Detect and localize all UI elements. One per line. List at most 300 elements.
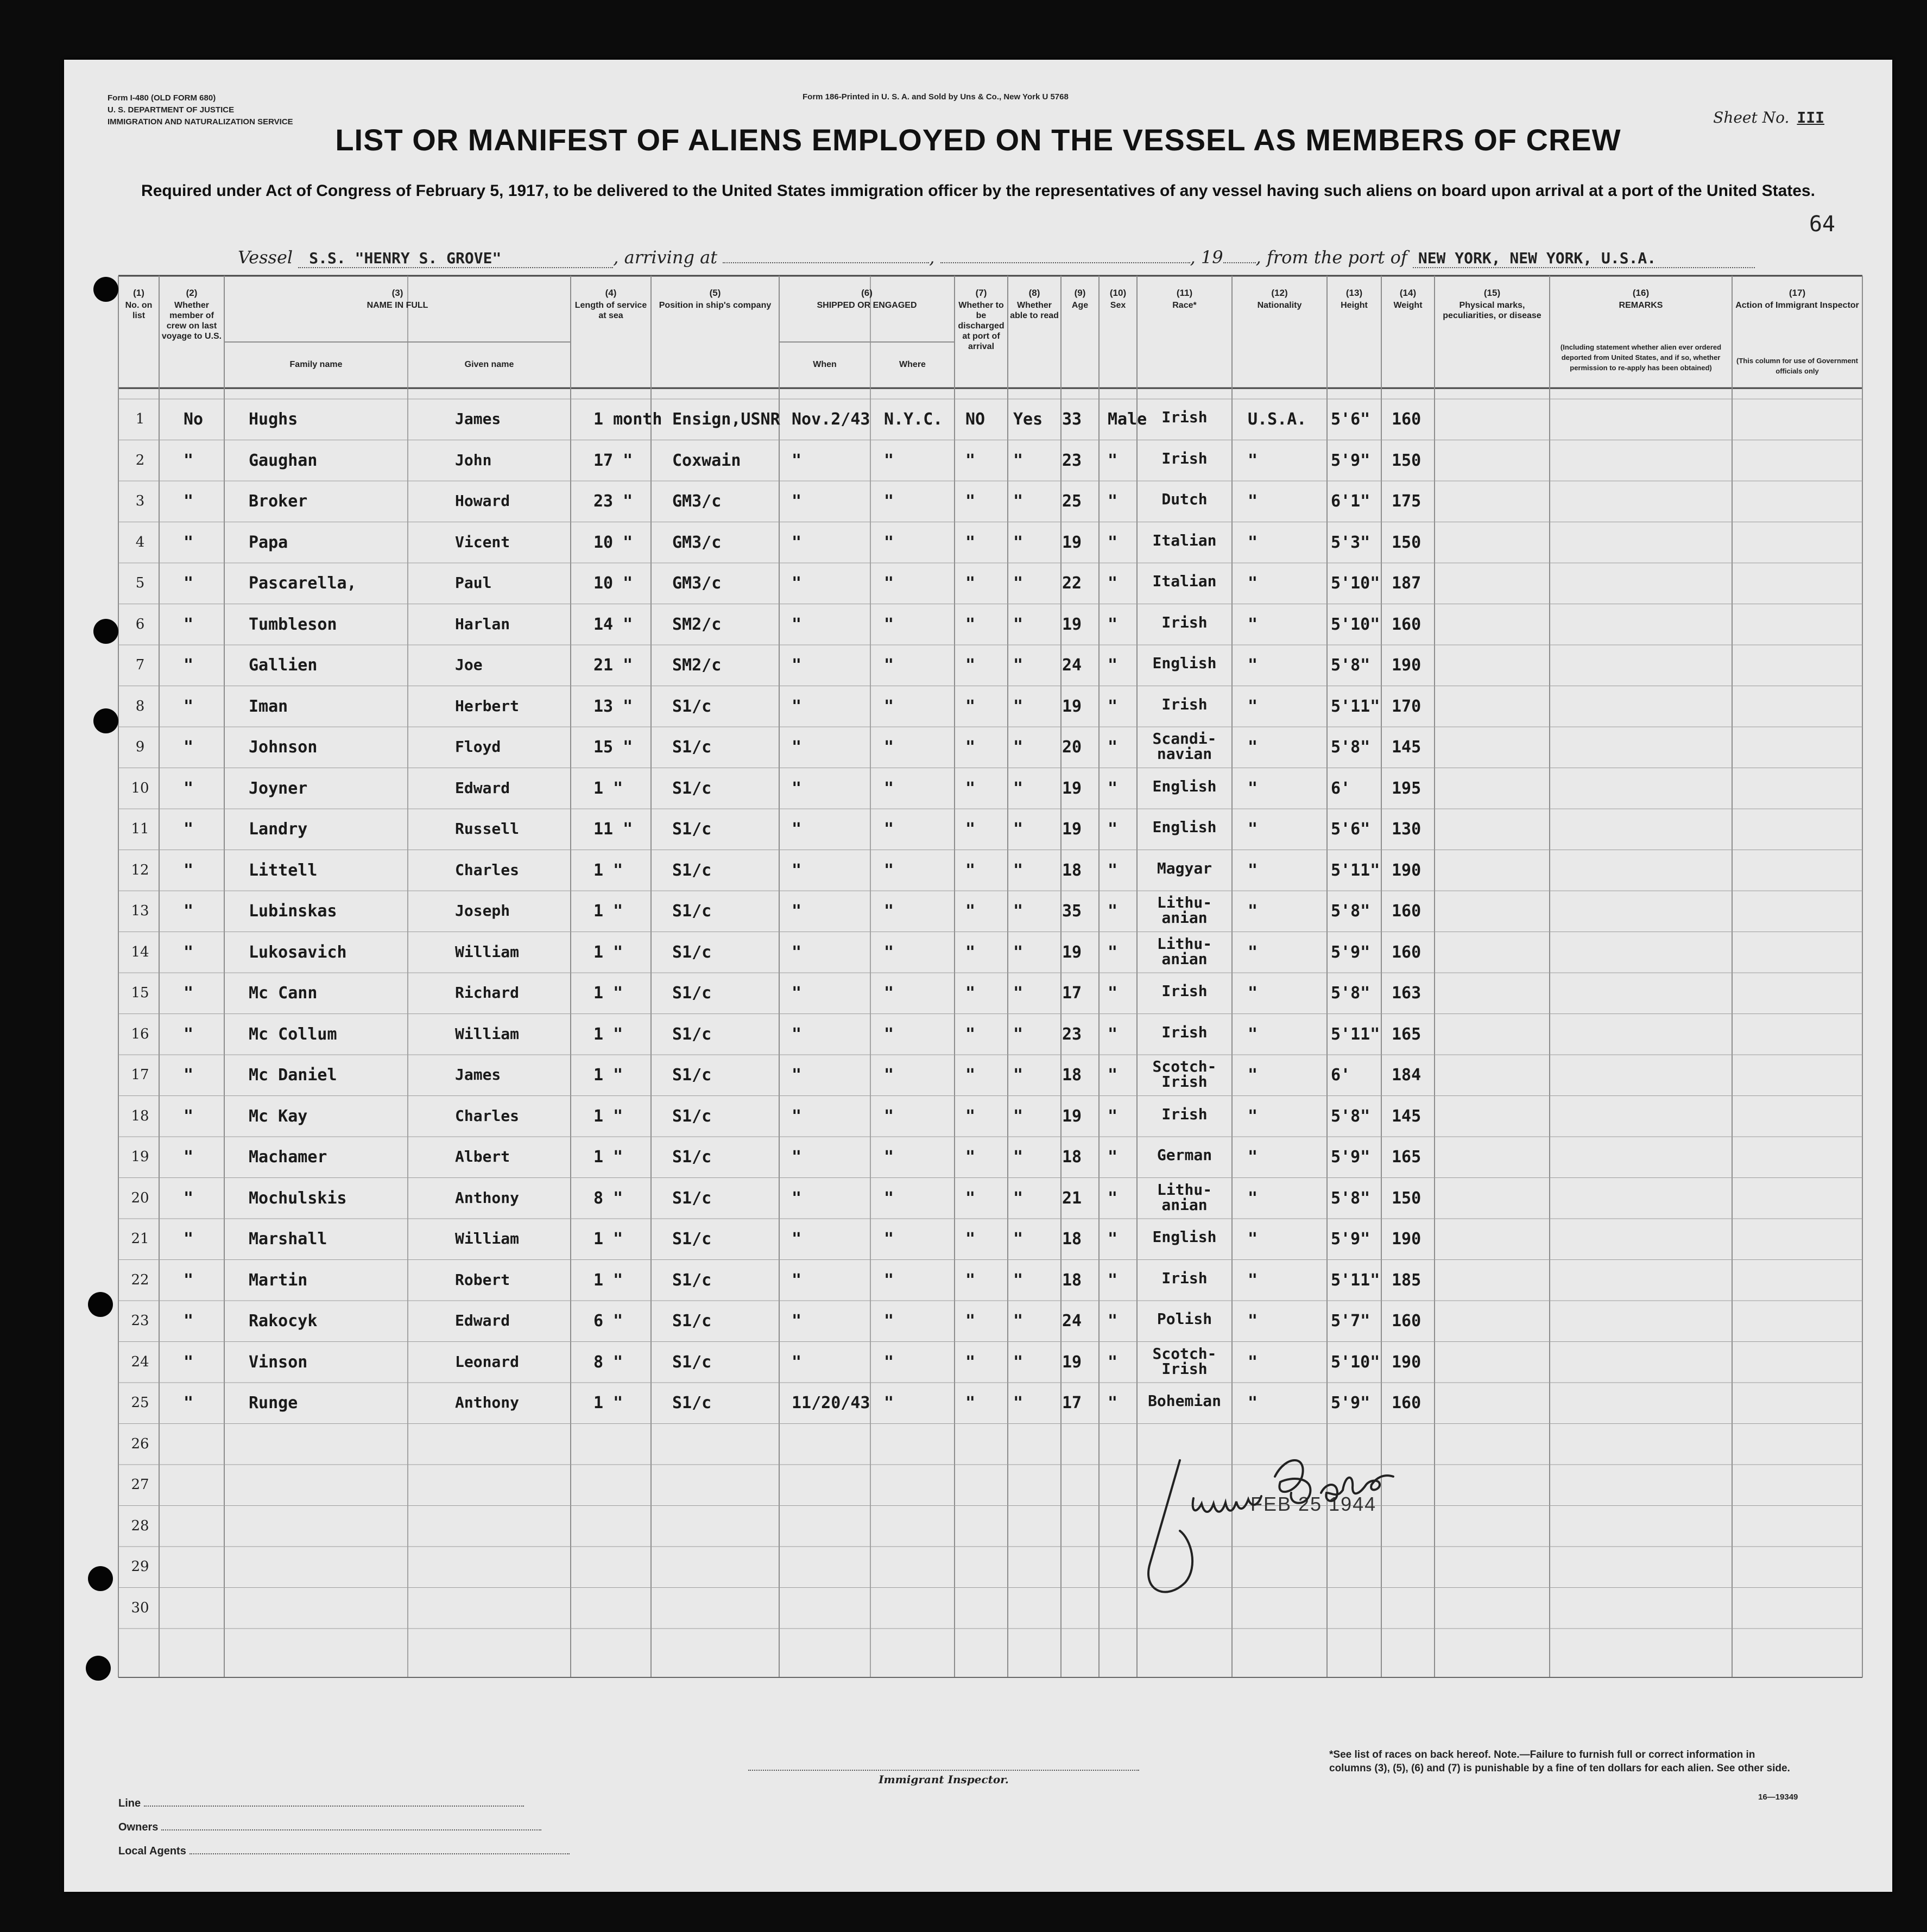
column-label: Given name	[464, 360, 514, 369]
row-number: 16	[131, 1025, 149, 1042]
year-label: , 19	[1190, 247, 1223, 268]
row-number: 13	[131, 903, 149, 919]
cell-height: 5'3"	[1331, 533, 1370, 552]
cell-given: Albert	[455, 1148, 510, 1165]
cell-last: "	[184, 1106, 194, 1126]
cell-discharged: "	[965, 1066, 976, 1085]
column-label: When	[813, 360, 837, 369]
cell-family: Vinson	[249, 1352, 308, 1372]
cell-weight: 160	[1392, 942, 1421, 962]
cell-race: Irish	[1161, 1269, 1208, 1287]
cell-read: "	[1013, 1024, 1023, 1044]
form-line: U. S. DEPARTMENT OF JUSTICE	[108, 105, 235, 115]
cell-family: Broker	[249, 492, 308, 511]
printer-note: Form 186-Printed in U. S. A. and Sold by Uns & Co., New York U 5768	[803, 92, 1069, 102]
cell-discharged: "	[965, 738, 976, 757]
cell-weight: 160	[1392, 1312, 1421, 1331]
cell-sex: "	[1108, 942, 1118, 962]
cell-age: 23	[1062, 1024, 1082, 1044]
header-shipped-engaged	[779, 288, 955, 311]
column-number: (6)	[861, 288, 873, 298]
cell-family: Tumbleson	[249, 615, 337, 634]
cell-family: Marshall	[249, 1230, 327, 1249]
column-label: NAME IN FULL	[367, 301, 428, 310]
cell-last: "	[184, 1393, 194, 1412]
cell-height: 5'11"	[1331, 860, 1380, 880]
cell-sex: "	[1108, 1312, 1118, 1331]
cell-sex: "	[1108, 902, 1118, 921]
cell-age: 18	[1062, 860, 1082, 880]
cell-family: Pascarella,	[249, 574, 357, 593]
cell-given: James	[455, 1066, 501, 1084]
binder-hole	[93, 708, 118, 733]
cell-where: "	[884, 696, 894, 716]
cell-race: Scotch- Irish	[1152, 1344, 1217, 1378]
cell-given: Edward	[455, 1312, 510, 1329]
cell-when: "	[792, 656, 802, 675]
row-number: 3	[135, 493, 145, 509]
cell-service: 17 "	[593, 451, 633, 470]
cell-position: S1/c	[672, 1393, 712, 1412]
cell-service: 10 "	[593, 574, 633, 593]
cell-read: "	[1013, 1393, 1023, 1412]
cell-where: "	[884, 1352, 894, 1372]
cell-family: Littell	[249, 860, 318, 880]
row-number: 12	[131, 862, 149, 878]
header-length-of-service	[571, 288, 651, 321]
cell-read: "	[1013, 820, 1023, 839]
cell-sex: "	[1108, 656, 1118, 675]
cell-sex: "	[1108, 492, 1118, 511]
column-number: (12)	[1271, 288, 1288, 298]
cell-sex: "	[1108, 738, 1118, 757]
footer-agents-blank	[189, 1853, 570, 1854]
cell-family: Lubinskas	[249, 902, 337, 921]
cell-read: "	[1013, 738, 1023, 757]
cell-nationality: "	[1248, 1230, 1258, 1249]
cell-family: Gaughan	[249, 451, 318, 470]
column-label: Race*	[1172, 301, 1197, 310]
cell-race: Irish	[1161, 695, 1208, 713]
cell-age: 24	[1062, 656, 1082, 675]
cell-given: James	[455, 410, 501, 428]
cell-nationality: "	[1248, 1312, 1258, 1331]
subheader-given-name	[408, 359, 571, 370]
header-weight	[1381, 288, 1435, 311]
cell-read: "	[1013, 656, 1023, 675]
from-label: , from the port of	[1255, 247, 1407, 268]
cell-when: "	[792, 820, 802, 839]
cell-nationality: "	[1248, 615, 1258, 634]
cell-position: S1/c	[672, 1066, 712, 1085]
cell-service: 10 "	[593, 533, 633, 552]
column-number: (7)	[975, 288, 987, 298]
cell-given: William	[455, 942, 520, 961]
cell-age: 18	[1062, 1230, 1082, 1249]
header-position	[651, 288, 779, 311]
cell-nationality: "	[1248, 533, 1258, 552]
cell-position: S1/c	[672, 984, 712, 1003]
cell-last: "	[184, 1148, 194, 1167]
cell-where: "	[884, 1148, 894, 1167]
row-number: 1	[135, 411, 145, 427]
cell-height: 5'6"	[1331, 820, 1370, 839]
cell-when: "	[792, 1312, 802, 1331]
vessel-line: Vessel S.S. "HENRY S. GROVE" , arriving at , , 19 , from the port of NEW YORK, NEW YORK, U.S.A.	[238, 247, 1802, 268]
cell-family: Joyner	[249, 778, 308, 798]
row-number: 30	[131, 1599, 149, 1616]
cell-service: 1 "	[593, 942, 623, 962]
cell-height: 6'	[1331, 1066, 1351, 1085]
cell-age: 19	[1062, 696, 1082, 716]
cell-nationality: "	[1248, 1393, 1258, 1412]
cell-given: Charles	[455, 1106, 520, 1125]
cell-position: S1/c	[672, 696, 712, 716]
cell-discharged: "	[965, 820, 976, 839]
cell-read: "	[1013, 778, 1023, 798]
cell-last: No	[184, 410, 204, 429]
cell-weight: 145	[1392, 1106, 1421, 1126]
row-number: 24	[131, 1353, 149, 1370]
cell-discharged: "	[965, 942, 976, 962]
row-number: 17	[131, 1067, 149, 1083]
cell-nationality: "	[1248, 451, 1258, 470]
cell-when: "	[792, 1066, 802, 1085]
cell-height: 5'8"	[1331, 1188, 1370, 1208]
cell-where: "	[884, 492, 894, 511]
cell-family: Iman	[249, 696, 288, 716]
cell-weight: 165	[1392, 1024, 1421, 1044]
cell-weight: 190	[1392, 860, 1421, 880]
cell-last: "	[184, 778, 194, 798]
cell-age: 19	[1062, 778, 1082, 798]
column-label: Length of service at sea	[574, 301, 647, 320]
cell-family: Mc Collum	[249, 1024, 337, 1044]
cell-height: 5'10"	[1331, 1352, 1380, 1372]
subheader-inspector-note	[1732, 356, 1862, 376]
cell-family: Runge	[249, 1393, 298, 1412]
cell-sex: "	[1108, 1106, 1118, 1126]
cell-nationality: "	[1248, 1188, 1258, 1208]
inspector-signature-line: Immigrant Inspector.	[748, 1770, 1139, 1786]
header-no-on-list	[118, 288, 159, 321]
arriving-label: , arriving at	[613, 247, 718, 268]
cell-height: 5'8"	[1331, 902, 1370, 921]
cell-where: "	[884, 656, 894, 675]
cell-given: Richard	[455, 984, 520, 1002]
cell-position: S1/c	[672, 1024, 712, 1044]
column-number: (13)	[1345, 288, 1363, 298]
cell-last: "	[184, 615, 194, 634]
column-label: Whether to be discharged at port of arrival	[958, 301, 1004, 351]
signature	[1128, 1439, 1465, 1612]
cell-race: Irish	[1161, 613, 1208, 631]
cell-last: "	[184, 1230, 194, 1249]
cell-nationality: "	[1248, 1148, 1258, 1167]
cell-nationality: "	[1248, 1066, 1258, 1085]
cell-weight: 190	[1392, 1352, 1421, 1372]
cell-service: 1 "	[593, 1148, 623, 1167]
cell-when: "	[792, 984, 802, 1003]
cell-sex: "	[1108, 1024, 1118, 1044]
cell-position: S1/c	[672, 942, 712, 962]
cell-service: 15 "	[593, 738, 633, 757]
column-number: (16)	[1632, 288, 1650, 298]
cell-given: Russell	[455, 820, 520, 838]
cell-service: 1 "	[593, 1230, 623, 1249]
cell-service: 1 "	[593, 778, 623, 798]
cell-nationality: "	[1248, 778, 1258, 798]
cell-nationality: "	[1248, 1270, 1258, 1290]
cell-position: GM3/c	[672, 533, 722, 552]
cell-sex: "	[1108, 615, 1118, 634]
cell-last: "	[184, 492, 194, 511]
cell-sex: "	[1108, 1270, 1118, 1290]
cell-when: "	[792, 942, 802, 962]
cell-discharged: "	[965, 492, 976, 511]
cell-service: 1 "	[593, 1066, 623, 1085]
cell-position: GM3/c	[672, 492, 722, 511]
header-remarks	[1550, 288, 1732, 311]
cell-last: "	[184, 533, 194, 552]
cell-read: "	[1013, 533, 1023, 552]
cell-given: Charles	[455, 860, 520, 879]
cell-last: "	[184, 1270, 194, 1290]
cell-read: "	[1013, 1312, 1023, 1331]
cell-where: "	[884, 1312, 894, 1331]
cell-position: S1/c	[672, 1106, 712, 1126]
column-number: (3)	[391, 288, 403, 298]
cell-given: Howard	[455, 492, 510, 510]
cell-race: Lithu- anian	[1157, 934, 1212, 968]
cell-height: 5'8"	[1331, 984, 1370, 1003]
header-race	[1137, 288, 1232, 311]
column-label: Position in ship's company	[659, 301, 772, 310]
cell-position: Coxwain	[672, 451, 741, 470]
header-discharged	[955, 288, 1008, 352]
column-label: No. on list	[125, 301, 153, 320]
column-number: (4)	[605, 288, 617, 298]
cell-family: Rakocyk	[249, 1312, 318, 1331]
binder-hole	[88, 1566, 113, 1591]
cell-discharged: "	[965, 778, 976, 798]
row-number: 6	[135, 616, 145, 632]
cell-age: 18	[1062, 1270, 1082, 1290]
cell-position: GM3/c	[672, 574, 722, 593]
row-number: 10	[131, 780, 149, 796]
cell-race: Polish	[1157, 1310, 1212, 1328]
cell-weight: 175	[1392, 492, 1421, 511]
cell-sex: "	[1108, 574, 1118, 593]
cell-weight: 165	[1392, 1148, 1421, 1167]
cell-position: SM2/c	[672, 615, 722, 634]
cell-when: "	[792, 1270, 802, 1290]
column-label: Whether able to read	[1010, 301, 1059, 320]
cell-race: Lithu- anian	[1157, 1180, 1212, 1214]
cell-nationality: "	[1248, 820, 1258, 839]
cell-position: S1/c	[672, 1312, 712, 1331]
cell-where: "	[884, 1106, 894, 1126]
cell-sex: "	[1108, 1148, 1118, 1167]
cell-read: "	[1013, 492, 1023, 511]
cell-where: "	[884, 1230, 894, 1249]
subheader-where	[870, 359, 955, 370]
column-label: Family name	[289, 360, 343, 369]
cell-height: 5'8"	[1331, 738, 1370, 757]
row-number: 21	[131, 1231, 149, 1247]
cell-age: 19	[1062, 820, 1082, 839]
row-number: 27	[131, 1477, 149, 1493]
row-number: 28	[131, 1517, 149, 1534]
cell-family: Lukosavich	[249, 942, 347, 962]
cell-race: Italian	[1152, 531, 1217, 549]
footer-line-blank	[144, 1806, 524, 1807]
column-number: (1)	[133, 288, 144, 298]
cell-weight: 163	[1392, 984, 1421, 1003]
cell-height: 5'9"	[1331, 1230, 1370, 1249]
cell-nationality: "	[1248, 1024, 1258, 1044]
cell-when: "	[792, 574, 802, 593]
cell-when: "	[792, 738, 802, 757]
cell-sex: "	[1108, 1188, 1118, 1208]
cell-where: "	[884, 1270, 894, 1290]
cell-service: 1 "	[593, 860, 623, 880]
cell-age: 20	[1062, 738, 1082, 757]
cell-position: S1/c	[672, 1270, 712, 1290]
sheet-value: III	[1797, 109, 1824, 126]
column-label: Physical marks, peculiarities, or disease	[1443, 301, 1541, 320]
vessel-label: Vessel	[238, 247, 293, 268]
cell-where: "	[884, 984, 894, 1003]
cell-height: 5'11"	[1331, 696, 1380, 716]
column-label: Nationality	[1257, 301, 1302, 310]
header-name-in-full	[224, 288, 571, 311]
cell-when: "	[792, 1352, 802, 1372]
cell-given: Anthony	[455, 1188, 520, 1207]
cell-position: S1/c	[672, 1188, 712, 1208]
cell-weight: 150	[1392, 451, 1421, 470]
cell-height: 5'10"	[1331, 574, 1380, 593]
cell-read: "	[1013, 1106, 1023, 1126]
cell-height: 6'1"	[1331, 492, 1370, 511]
footer-line-field	[118, 1791, 570, 1815]
cell-family: Gallien	[249, 656, 318, 675]
cell-family: Mc Cann	[249, 984, 318, 1003]
cell-sex: "	[1108, 1393, 1118, 1412]
sheet-label: Sheet No.	[1713, 109, 1790, 126]
cell-family: Mc Daniel	[249, 1066, 337, 1085]
cell-discharged: "	[965, 984, 976, 1003]
header-able-to-read	[1008, 288, 1061, 321]
cell-read: "	[1013, 984, 1023, 1003]
cell-position: S1/c	[672, 902, 712, 921]
cell-weight: 195	[1392, 778, 1421, 798]
cell-when: "	[792, 1024, 802, 1044]
cell-when: "	[792, 492, 802, 511]
row-number: 11	[131, 821, 149, 837]
cell-height: 5'9"	[1331, 1148, 1370, 1167]
cell-service: 21 "	[593, 656, 633, 675]
cell-position: S1/c	[672, 1148, 712, 1167]
cell-age: 22	[1062, 574, 1082, 593]
row-number: 8	[135, 698, 145, 714]
cell-last: "	[184, 942, 194, 962]
cell-nationality: "	[1248, 492, 1258, 511]
header-nationality	[1232, 288, 1327, 311]
cell-discharged: "	[965, 615, 976, 634]
footer-note: *See list of races on back hereof. Note.—Failure to furnish full or correct information in columns (3), (5), (6) and (7) is punishable by a fine of ten dollars for each alien. See other side.	[1329, 1749, 1790, 1774]
cell-when: "	[792, 696, 802, 716]
cell-race: Scandi- navian	[1152, 730, 1217, 763]
row-number: 26	[131, 1435, 149, 1452]
cell-where: N.Y.C.	[884, 410, 943, 429]
cell-when: "	[792, 615, 802, 634]
cell-nationality: "	[1248, 902, 1258, 921]
cell-where: "	[884, 451, 894, 470]
cell-weight: 145	[1392, 738, 1421, 757]
column-label: (This column for use of Government officials only	[1736, 357, 1858, 375]
cell-given: Joseph	[455, 902, 510, 920]
cell-discharged: "	[965, 1106, 976, 1126]
cell-last: "	[184, 1188, 194, 1208]
cell-where: "	[884, 533, 894, 552]
cell-age: 19	[1062, 1106, 1082, 1126]
cell-service: 23 "	[593, 492, 633, 511]
document-title: LIST OR MANIFEST OF ALIENS EMPLOYED ON THE VESSEL AS MEMBERS OF CREW	[335, 123, 1621, 157]
cell-read: "	[1013, 615, 1023, 634]
cell-last: "	[184, 820, 194, 839]
cell-nationality: "	[1248, 942, 1258, 962]
cell-sex: "	[1108, 696, 1118, 716]
header-physical-marks	[1435, 288, 1550, 321]
cell-read: "	[1013, 1148, 1023, 1167]
cell-sex: "	[1108, 778, 1118, 798]
cell-read: "	[1013, 451, 1023, 470]
cell-weight: 170	[1392, 696, 1421, 716]
cell-family: Machamer	[249, 1148, 327, 1167]
cell-family: Mc Kay	[249, 1106, 308, 1126]
cell-position: SM2/c	[672, 656, 722, 675]
cell-race: Irish	[1161, 408, 1208, 426]
cell-where: "	[884, 1024, 894, 1044]
cell-race: Irish	[1161, 1023, 1208, 1041]
cell-sex: "	[1108, 820, 1118, 839]
cell-position: S1/c	[672, 860, 712, 880]
cell-family: Hughs	[249, 410, 298, 429]
cell-height: 5'8"	[1331, 656, 1370, 675]
cell-where: "	[884, 1188, 894, 1208]
row-number: 14	[131, 943, 149, 960]
manifest-sheet	[64, 60, 1892, 1892]
cell-race: Lithu- anian	[1157, 894, 1212, 927]
cell-when: "	[792, 1188, 802, 1208]
cell-given: John	[455, 451, 492, 469]
row-number: 5	[135, 575, 145, 591]
cell-age: 17	[1062, 1393, 1082, 1412]
cell-discharged: "	[965, 696, 976, 716]
column-label: SHIPPED OR ENGAGED	[817, 301, 917, 310]
column-number: (14)	[1399, 288, 1417, 298]
cell-given: Joe	[455, 656, 483, 674]
row-number: 18	[131, 1107, 149, 1124]
cell-age: 19	[1062, 533, 1082, 552]
cell-where: "	[884, 1066, 894, 1085]
cell-discharged: "	[965, 1312, 976, 1331]
footer-owners-label: Owners	[118, 1821, 159, 1833]
cell-last: "	[184, 1312, 194, 1331]
cell-service: 13 "	[593, 696, 633, 716]
cell-race: German	[1157, 1146, 1212, 1164]
